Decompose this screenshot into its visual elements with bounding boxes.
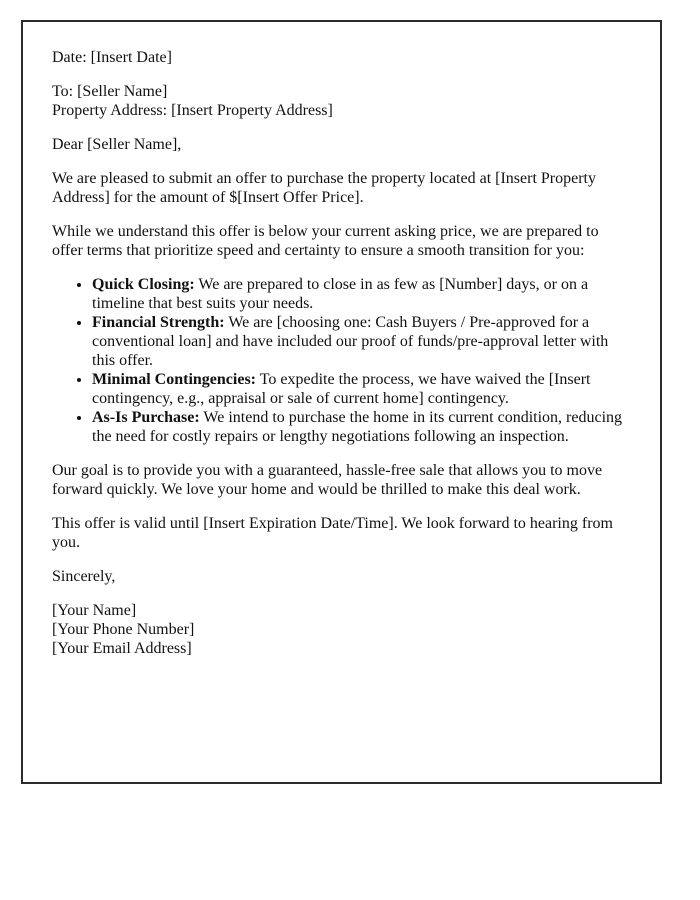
bullet-financial-strength-text: We are [choosing one: Cash Buyers / Pre-approved for a conventional loan] and have included our proof of funds/pre-approval letter with this offer. bbox=[92, 314, 609, 369]
date-line: Date: [Insert Date] bbox=[52, 49, 172, 66]
closing: Sincerely, bbox=[52, 568, 116, 585]
terms-bullet-list bbox=[52, 275, 630, 446]
signature-block bbox=[52, 601, 630, 658]
bullet-minimal-contingencies-title: Minimal Contingencies: bbox=[92, 371, 256, 388]
bullet-minimal-contingencies bbox=[92, 370, 630, 408]
bullet-quick-closing bbox=[92, 275, 630, 313]
paragraph-terms-intro: While we understand this offer is below your current asking price, we are prepared to offer terms that prioritize speed and certainty to ensure a smooth transition for you: bbox=[52, 223, 599, 259]
paragraph-offer: We are pleased to submit an offer to purchase the property located at [Insert Property Address] for the amount of $[Insert Offer Price]. bbox=[52, 170, 596, 206]
bullet-as-is-purchase bbox=[92, 408, 630, 446]
bullet-quick-closing-title: Quick Closing: bbox=[92, 276, 195, 293]
bullet-as-is-purchase-title: As-Is Purchase: bbox=[92, 409, 200, 426]
bullet-financial-strength-title: Financial Strength: bbox=[92, 314, 225, 331]
letter-page bbox=[21, 20, 662, 784]
bullet-minimal-contingencies-text: To expedite the process, we have waived the [Insert contingency, e.g., appraisal or sale of current home] contingency. bbox=[92, 371, 591, 407]
paragraph-validity: This offer is valid until [Insert Expiration Date/Time]. We look forward to hearing from you. bbox=[52, 515, 613, 551]
to-line: To: [Seller Name] bbox=[52, 83, 168, 100]
signature-email: [Your Email Address] bbox=[52, 640, 192, 657]
signature-name: [Your Name] bbox=[52, 602, 137, 619]
bullet-financial-strength bbox=[92, 313, 630, 370]
property-address-line: Property Address: [Insert Property Address] bbox=[52, 102, 333, 119]
bullet-as-is-purchase-text: We intend to purchase the home in its current condition, reducing the need for costly repairs or lengthy negotiations following an inspection. bbox=[92, 409, 623, 445]
bullet-quick-closing-text: We are prepared to close in as few as [Number] days, or on a timeline that best suits your needs. bbox=[92, 276, 589, 312]
paragraph-goal: Our goal is to provide you with a guaranteed, hassle-free sale that allows you to move forward quickly. We love your home and would be thrilled to make this deal work. bbox=[52, 462, 603, 498]
salutation: Dear [Seller Name], bbox=[52, 136, 182, 153]
recipient-block bbox=[52, 82, 630, 120]
signature-phone: [Your Phone Number] bbox=[52, 621, 195, 638]
